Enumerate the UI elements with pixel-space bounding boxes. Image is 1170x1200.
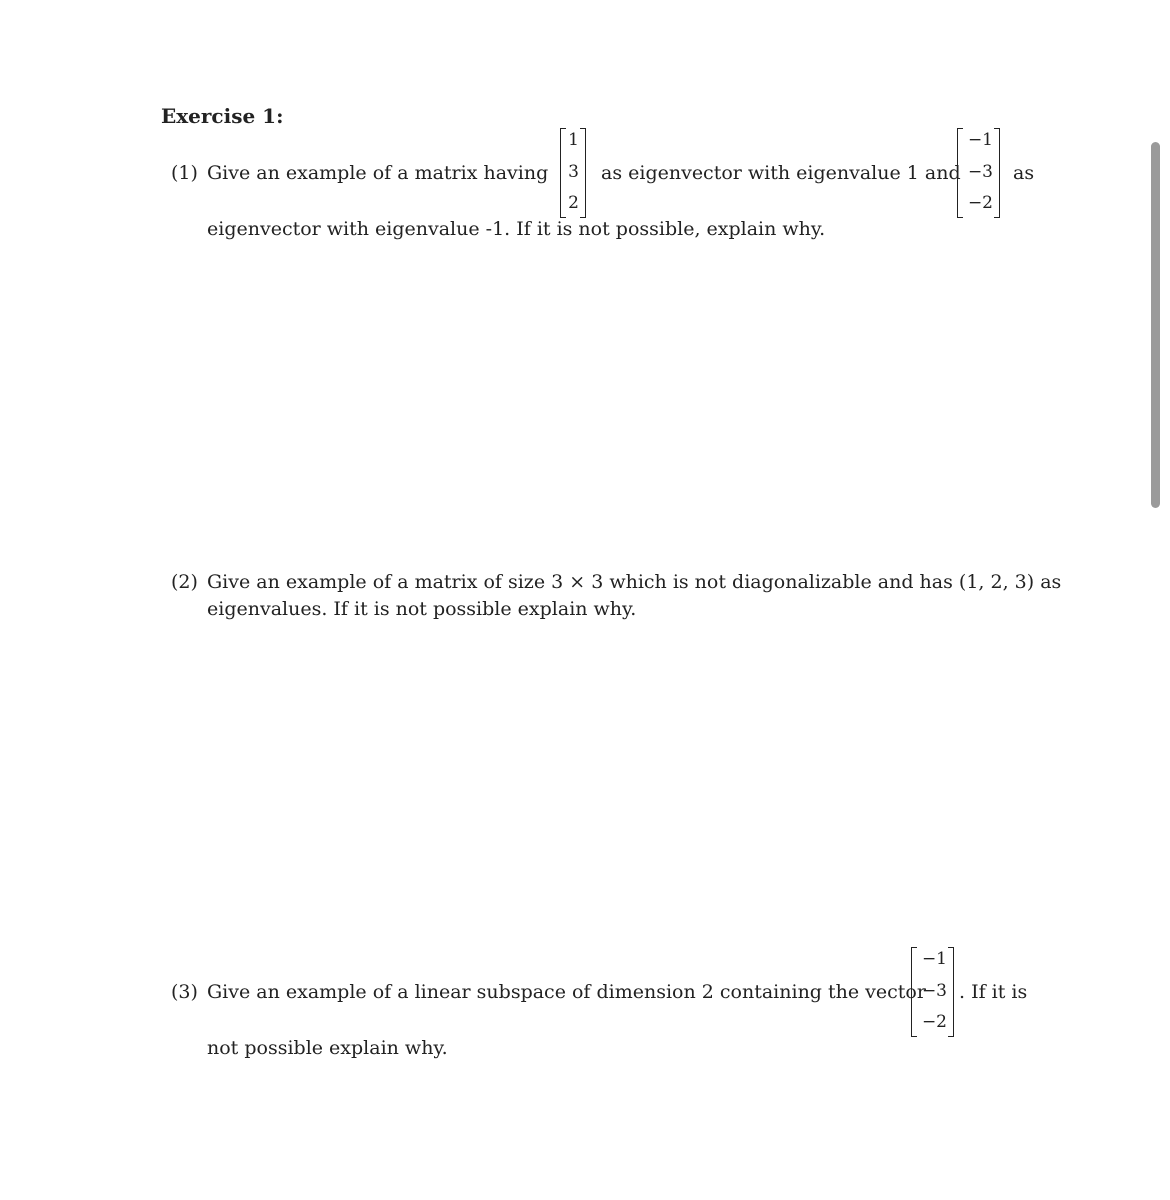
vector-2-entry-3: −2 <box>967 193 993 213</box>
item-1-text-a: Give an example of a matrix having <box>207 162 549 184</box>
vector-2-entry-1: −1 <box>967 130 993 150</box>
item-2-text-line1: Give an example of a matrix of size 3 × 3 which is not diagonalizable and has (1, 2, 3) as <box>207 571 1062 593</box>
vector-1-entry-1: 1 <box>568 130 579 150</box>
item-3-text-b: . If it is <box>959 981 1028 1003</box>
vector-2-entry-2: −3 <box>967 162 993 182</box>
vector-1-entry-3: 2 <box>568 193 579 213</box>
item-1-text-c: as <box>1013 162 1035 184</box>
vertical-scrollbar[interactable] <box>1151 142 1160 508</box>
vector-1-entry-2: 3 <box>568 162 579 182</box>
vector-3-entry-3: −2 <box>921 1012 947 1032</box>
vector-3-entry-1: −1 <box>921 949 947 969</box>
exercise-heading: Exercise 1: <box>161 104 284 128</box>
vector-3-entry-2: −3 <box>921 981 947 1001</box>
item-3-text-a: Give an example of a linear subspace of dimension 2 containing the vector <box>207 981 926 1003</box>
item-3-text-line2: not possible explain why. <box>207 1037 448 1059</box>
item-2-label: (2) <box>171 571 198 593</box>
item-1-label: (1) <box>171 162 198 184</box>
item-1-text-line2: eigenvector with eigenvalue -1. If it is not possible, explain why. <box>207 218 826 240</box>
item-2-text-line2: eigenvalues. If it is not possible explain why. <box>207 598 637 620</box>
item-3-label: (3) <box>171 981 198 1003</box>
item-1-text-b: as eigenvector with eigenvalue 1 and <box>601 162 961 184</box>
